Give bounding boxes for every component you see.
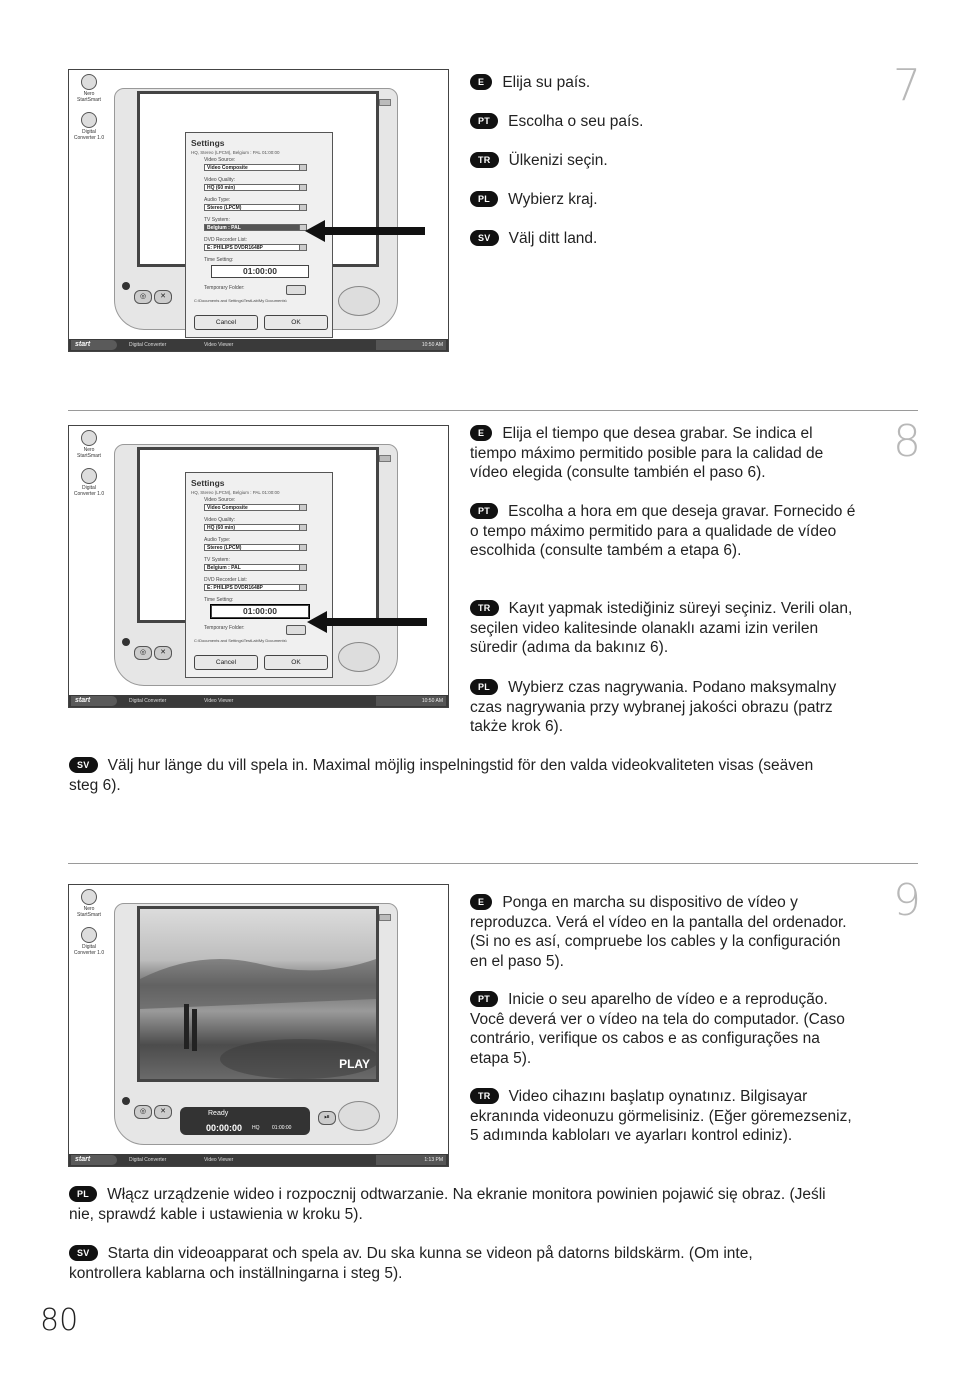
desktop-icon-nero: Nero StartSmart <box>73 74 105 103</box>
chevron-down-icon <box>299 245 306 250</box>
lang-badge-pt: PT <box>470 991 498 1007</box>
desktop-icon-converter: Digital Converter 1.0 <box>73 112 105 141</box>
nero-icon <box>81 430 97 446</box>
label-video-source: Video Source: <box>204 157 236 163</box>
record-button[interactable] <box>338 286 380 316</box>
status-display <box>180 1107 310 1135</box>
settings-dialog <box>185 472 333 678</box>
step8-text-sv: SV Välj hur länge du vill spela in. Maximal möjlig inspelningstid för den valda videokvaliteten visas (seäven steg 6). <box>69 757 814 794</box>
lang-badge-tr: TR <box>470 1088 499 1104</box>
chevron-down-icon <box>299 545 306 550</box>
section-divider <box>68 410 918 411</box>
lang-badge-pl: PL <box>69 1186 97 1202</box>
time-setting-input[interactable]: 01:00:00 <box>211 265 309 278</box>
lang-badge-tr: TR <box>470 600 499 616</box>
start-button[interactable]: start <box>71 696 117 706</box>
status-text: Ready <box>208 1110 229 1117</box>
screenshot-step-8 <box>68 425 449 708</box>
remaining-time: 01:00:00 <box>272 1125 292 1131</box>
chevron-down-icon <box>299 565 306 570</box>
system-tray-clock: 10:50 AM <box>376 696 446 706</box>
disc-icon[interactable]: ◎ <box>134 1105 152 1119</box>
step-number-8: 8 <box>893 416 921 467</box>
lang-badge-sv: SV <box>69 1245 98 1261</box>
start-button[interactable]: start <box>71 1155 117 1165</box>
record-button[interactable] <box>338 1101 380 1131</box>
select-dvd-recorder[interactable]: E: PHILIPS DVDR1648P <box>204 584 307 591</box>
select-video-source[interactable]: Video Composite <box>204 504 307 511</box>
chevron-down-icon <box>299 505 306 510</box>
taskbar <box>69 339 448 351</box>
nero-icon <box>81 889 97 905</box>
screenshot-step-9 <box>68 884 449 1167</box>
lang-badge-sv: SV <box>69 757 98 773</box>
disc-icon[interactable]: ◎ <box>134 646 152 660</box>
step8-text-e: E Elija el tiempo que desea grabar. Se indica el tiempo máximo permitido posible para la calidad de vídeo elegida (consulte también el paso 6). <box>470 425 824 481</box>
label-video-quality: Video Quality: <box>204 517 236 523</box>
section-divider <box>68 863 918 864</box>
video-screen <box>137 906 379 1082</box>
taskbar-item-converter[interactable]: Digital Converter <box>129 342 167 348</box>
player-controls <box>120 1097 392 1137</box>
disc-icon[interactable]: ◎ <box>134 290 152 304</box>
minimize-icon[interactable] <box>379 99 391 106</box>
power-icon[interactable] <box>122 638 130 646</box>
converter-icon <box>81 468 97 484</box>
select-video-quality[interactable]: HQ (60 min) <box>204 524 307 531</box>
record-button[interactable] <box>338 642 380 672</box>
step8-text-tr: TR Kayıt yapmak istediğiniz süreyi seçiniz. Verili olan, seçilen video kalitesinde olanaklı azami izin verilen süredir (adıma da bakınız 6). <box>470 600 853 656</box>
step7-text-tr: TR Ülkenizi seçin. <box>470 151 860 171</box>
label-temp-folder: Temporary Folder: <box>204 285 245 291</box>
dialog-title: Settings <box>191 138 225 148</box>
step9-text-pl: PL Włącz urządzenie wideo i rozpocznij odtwarzanie. Na ekranie monitora powinien pojawić się obraz. (Jeśli nie, sprawdź kable i ustawienia w kroku 5). <box>69 1186 826 1223</box>
lang-badge-pt: PT <box>470 113 498 129</box>
label-tv-system: TV System: <box>204 557 230 563</box>
tools-icon[interactable]: ✕ <box>154 290 172 304</box>
taskbar <box>69 1154 448 1166</box>
temp-folder-path: C:\Documents and Settings\TestLab\My Documents\ <box>194 638 287 643</box>
converter-icon <box>81 112 97 128</box>
lang-badge-pl: PL <box>470 191 498 207</box>
time-counter: 00:00:00 <box>206 1123 243 1133</box>
step9-text-e: E Ponga en marcha su dispositivo de vídeo y reproduzca. Verá el vídeo en la pantalla del ordenador. (Si no es así, compruebe los cables y la configuración en el paso 5). <box>470 894 847 970</box>
label-audio-type: Audio Type: <box>204 197 231 203</box>
label-video-quality: Video Quality: <box>204 177 236 183</box>
chevron-down-icon <box>299 205 306 210</box>
lang-badge-e: E <box>470 894 492 910</box>
step8-text-pt: PT Escolha a hora em que deseja gravar. Fornecido é o tempo máximo permitido para a qualidade de vídeo escolhida (consulte também a etapa 6). <box>470 503 856 559</box>
label-time-setting: Time Setting: <box>204 257 234 263</box>
ok-button[interactable]: OK <box>264 315 328 330</box>
pointer-arrow <box>307 611 427 633</box>
taskbar-item-converter[interactable]: Digital Converter <box>129 1157 167 1163</box>
play-pause-icon[interactable]: ⏯ <box>318 1111 336 1125</box>
screenshot-step-7 <box>68 69 449 352</box>
dialog-subtitle: HQ, Stereo (LPCM), Belgium : PAL 01:00:00 <box>191 150 280 155</box>
step-number-9: 9 <box>893 875 921 926</box>
video-frame-landscape <box>140 909 376 1079</box>
quality-indicator: HQ <box>252 1125 260 1131</box>
step7-text-pl: PL Wybierz kraj. <box>470 190 860 210</box>
select-audio-type[interactable]: Stereo (LPCM) <box>204 544 307 551</box>
minimize-icon[interactable] <box>379 914 391 921</box>
desktop-icon-nero: Nero StartSmart <box>73 430 105 459</box>
taskbar-item-converter[interactable]: Digital Converter <box>129 698 167 704</box>
minimize-icon[interactable] <box>379 455 391 462</box>
select-tv-system[interactable]: Belgium : PAL <box>204 564 307 571</box>
converter-icon <box>81 927 97 943</box>
step9-text-sv: SV Starta din videoapparat och spela av. Du ska kunna se videon på datorns bildskärm. (Om inte, kontrollera kablarna och inställningarna i steg 5). <box>69 1245 753 1282</box>
cancel-button[interactable]: Cancel <box>194 315 258 330</box>
dialog-subtitle: HQ, Stereo (LPCM), Belgium : PAL 01:00:00 <box>191 490 280 495</box>
label-tv-system: TV System: <box>204 217 230 223</box>
step7-text-sv: SV Välj ditt land. <box>470 229 860 249</box>
taskbar-item-viewer[interactable]: Video Viewer <box>204 1157 234 1163</box>
select-video-quality[interactable]: HQ (60 min) <box>204 184 307 191</box>
cancel-button[interactable]: Cancel <box>194 655 258 670</box>
dialog-title: Settings <box>191 478 225 488</box>
label-audio-type: Audio Type: <box>204 537 231 543</box>
label-dvd-recorder: DVD Recorder List: <box>204 237 248 243</box>
chevron-down-icon <box>299 185 306 190</box>
step9-text-tr: TR Video cihazını başlatıp oynatınız. Bilgisayar ekranında videonuzu görmelisiniz. (Eğer göremezseniz, 5 adımında kabloları ve ayarları kontrol ediniz). <box>470 1088 852 1144</box>
start-button[interactable]: start <box>71 340 117 350</box>
play-overlay: PLAY <box>339 1057 370 1071</box>
ok-button[interactable]: OK <box>264 655 328 670</box>
page-number: 80 <box>40 1303 79 1338</box>
step8-text-pl: PL Wybierz czas nagrywania. Podano maksymalny czas nagrywania przy wybranej jakości obrazu (patrz także krok 6). <box>470 679 837 735</box>
lang-badge-e: E <box>470 425 492 441</box>
chevron-down-icon <box>299 525 306 530</box>
desktop-icon-converter: Digital Converter 1.0 <box>73 927 105 956</box>
lang-badge-e: E <box>470 74 492 90</box>
desktop-icon-converter: Digital Converter 1.0 <box>73 468 105 497</box>
label-video-source: Video Source: <box>204 497 236 503</box>
taskbar-item-viewer[interactable]: Video Viewer <box>204 342 234 348</box>
time-setting-input[interactable]: 01:00:00 <box>211 605 309 618</box>
lang-badge-pl: PL <box>470 679 498 695</box>
select-dvd-recorder[interactable]: E: PHILIPS DVDR1648P <box>204 244 307 251</box>
pointer-arrow <box>305 220 425 242</box>
label-time-setting: Time Setting: <box>204 597 234 603</box>
system-tray-clock: 1:13 PM <box>376 1155 446 1165</box>
lang-badge-pt: PT <box>470 503 498 519</box>
tools-icon[interactable]: ✕ <box>154 1105 172 1119</box>
temp-folder-path: C:\Documents and Settings\TestLab\My Documents\ <box>194 298 287 303</box>
converter-monitor <box>114 903 398 1145</box>
select-audio-type[interactable]: Stereo (LPCM) <box>204 204 307 211</box>
label-dvd-recorder: DVD Recorder List: <box>204 577 248 583</box>
step9-text-pt: PT Inicie o seu aparelho de vídeo e a reprodução. Você deverá ver o vídeo na tela do computador. (Caso contrário, verifique os cabos e as configurações na etapa 5). <box>470 991 845 1067</box>
step-number-7: 7 <box>893 60 921 111</box>
step7-text-pt: PT Escolha o seu país. <box>470 112 860 132</box>
nero-icon <box>81 74 97 90</box>
select-video-source[interactable]: Video Composite <box>204 164 307 171</box>
power-icon[interactable] <box>122 1097 130 1105</box>
select-tv-system[interactable]: Belgium : PAL <box>204 224 307 231</box>
lang-badge-sv: SV <box>470 230 499 246</box>
chevron-down-icon <box>299 165 306 170</box>
folder-icon[interactable] <box>286 285 306 295</box>
taskbar-item-viewer[interactable]: Video Viewer <box>204 698 234 704</box>
desktop-icon-nero: Nero StartSmart <box>73 889 105 918</box>
chevron-down-icon <box>299 585 306 590</box>
tools-icon[interactable]: ✕ <box>154 646 172 660</box>
folder-icon[interactable] <box>286 625 306 635</box>
taskbar <box>69 695 448 707</box>
step7-text-e: E Elija su país. <box>470 73 860 93</box>
label-temp-folder: Temporary Folder: <box>204 625 245 631</box>
power-icon[interactable] <box>122 282 130 290</box>
system-tray-clock: 10:50 AM <box>376 340 446 350</box>
lang-badge-tr: TR <box>470 152 499 168</box>
